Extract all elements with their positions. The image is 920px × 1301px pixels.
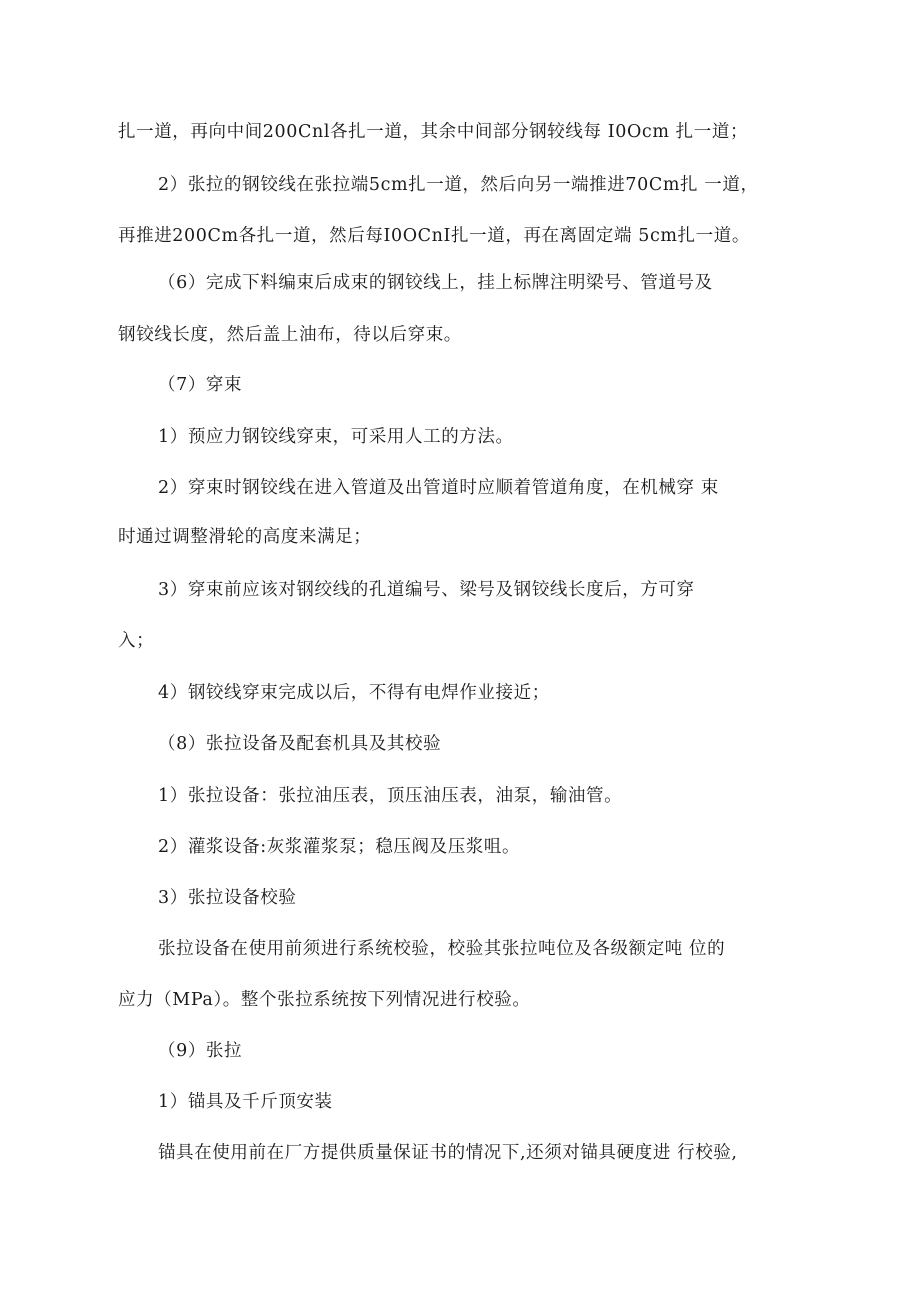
text-line: 再推进200Cm各扎一道，然后每I0OCnI扎一道，再在离固定端 5cm扎一道。 [118,226,750,246]
text-line: （7）穿束 [158,375,243,395]
text-line: 1）锚具及千斤顶安装 [158,1092,333,1112]
text-line: （9）张拉 [158,1041,243,1061]
text-line: 3）穿束前应该对钢绞线的孔道编号、梁号及钢铰线长度后，方可穿 [158,580,695,600]
text-line: 锚具在使用前在厂方提供质量保证书的情况下,还须对锚具硬度进 行校验, [158,1143,738,1163]
text-line: 2）张拉的钢铰线在张拉端5cm扎一道，然后向另一端推进70Cm扎 一道， [158,175,759,195]
text-line: 入； [118,631,155,651]
text-line: 3）张拉设备校验 [158,888,297,908]
text-line: 时通过调整滑轮的高度来满足； [118,527,372,547]
text-line: 扎一道，再向中间200Cnl各扎一道，其余中间部分钢较线每 I0Ocm 扎一道； [118,122,749,142]
text-line: 2）灌浆设备:灰浆灌浆泵；稳压阀及压浆咀。 [158,837,521,857]
text-line: 4）钢铰线穿束完成以后，不得有电焊作业接近； [158,683,550,703]
text-line: 应力（MPa）。整个张拉系统按下列情况进行校验。 [118,990,531,1010]
text-line: （6）完成下料编束后成束的钢铰线上，挂上标牌注明梁号、管道号及 [158,273,713,293]
text-line: 张拉设备在使用前须进行系统校验，校验其张拉吨位及各级额定吨 位的 [158,939,726,959]
text-line: （8）张拉设备及配套机具及其校验 [158,734,442,754]
text-line: 2）穿束时钢铰线在进入管道及出管道时应顺着管道角度，在机械穿 束 [158,478,719,498]
text-line: 钢铰线长度，然后盖上油布，待以后穿束。 [118,325,462,345]
text-line: 1）张拉设备：张拉油压表，顶压油压表，油泵，输油管。 [158,786,623,806]
text-line: 1）预应力钢铰线穿束，可采用人工的方法。 [158,427,514,447]
